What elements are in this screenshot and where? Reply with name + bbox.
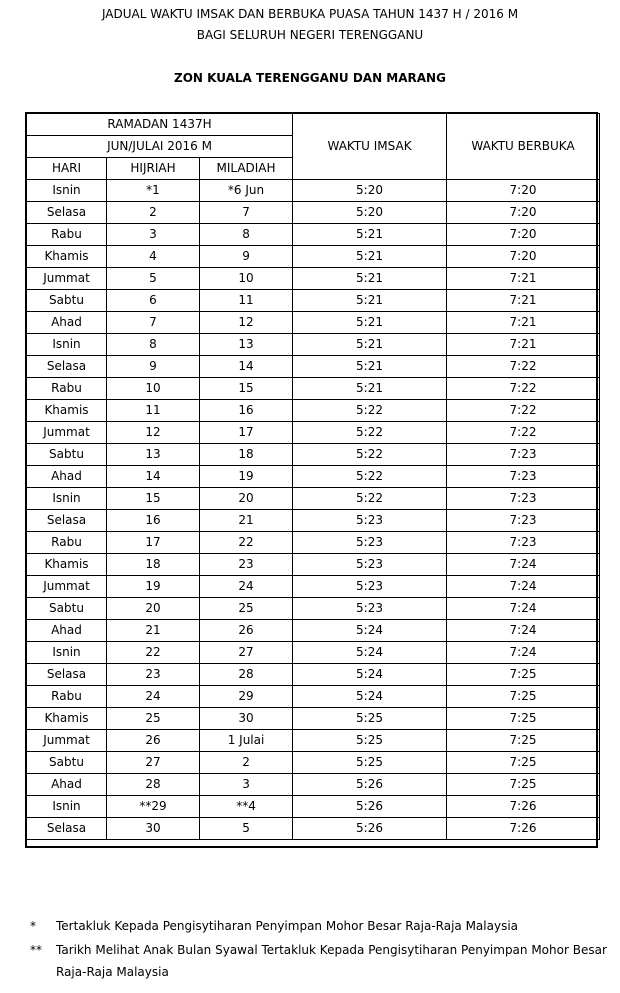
- hijriah-cell: 20: [107, 598, 200, 620]
- hijriah-cell: 10: [107, 378, 200, 400]
- berbuka-header: WAKTU BERBUKA: [447, 114, 600, 180]
- table-row: [27, 268, 600, 290]
- imsak-cell: 5:24: [293, 620, 447, 642]
- berbuka-cell: 7:24: [447, 576, 600, 598]
- table-row: [27, 774, 600, 796]
- miladiah-cell: 8: [200, 224, 293, 246]
- berbuka-cell: 7:25: [447, 774, 600, 796]
- table-row: [27, 202, 600, 224]
- note-1-text: Tertakluk Kepada Pengisytiharan Penyimpan Mohor Besar Raja-Raja Malaysia: [56, 919, 519, 933]
- imsak-cell: 5:23: [293, 510, 447, 532]
- table-row: [27, 664, 600, 686]
- ramadan-header: RAMADAN 1437H: [27, 114, 293, 136]
- hari-cell: Ahad: [27, 620, 107, 642]
- miladiah-cell: 14: [200, 356, 293, 378]
- imsak-cell: 5:22: [293, 422, 447, 444]
- berbuka-cell: 7:22: [447, 400, 600, 422]
- miladiah-cell: 5: [200, 818, 293, 840]
- miladiah-cell: 16: [200, 400, 293, 422]
- miladiah-cell: 9: [200, 246, 293, 268]
- note-1-mark: *: [30, 919, 36, 933]
- note-2-mark: **: [30, 943, 42, 957]
- hari-cell: Sabtu: [27, 444, 107, 466]
- table-row: [27, 356, 600, 378]
- table-row: [27, 334, 600, 356]
- hari-cell: Rabu: [27, 224, 107, 246]
- berbuka-cell: 7:23: [447, 532, 600, 554]
- miladiah-cell: 26: [200, 620, 293, 642]
- miladiah-cell: 12: [200, 312, 293, 334]
- hijriah-cell: *1: [107, 180, 200, 202]
- berbuka-cell: 7:25: [447, 686, 600, 708]
- table-row: [27, 796, 600, 818]
- table-row: [27, 598, 600, 620]
- hijriah-cell: 7: [107, 312, 200, 334]
- hari-cell: Rabu: [27, 378, 107, 400]
- hari-header: HARI: [27, 158, 107, 180]
- imsak-cell: 5:26: [293, 774, 447, 796]
- miladiah-cell: 1 Julai: [200, 730, 293, 752]
- miladiah-cell: 18: [200, 444, 293, 466]
- hijriah-cell: 27: [107, 752, 200, 774]
- hijriah-cell: 11: [107, 400, 200, 422]
- hijriah-cell: 15: [107, 488, 200, 510]
- berbuka-cell: 7:21: [447, 268, 600, 290]
- table-row: [27, 642, 600, 664]
- table-row: [27, 246, 600, 268]
- imsak-cell: 5:21: [293, 224, 447, 246]
- hijriah-cell: 22: [107, 642, 200, 664]
- berbuka-cell: 7:24: [447, 598, 600, 620]
- imsak-cell: 5:23: [293, 598, 447, 620]
- berbuka-cell: 7:21: [447, 312, 600, 334]
- berbuka-cell: 7:20: [447, 246, 600, 268]
- imsak-cell: 5:20: [293, 202, 447, 224]
- berbuka-cell: 7:25: [447, 752, 600, 774]
- hari-cell: Jummat: [27, 268, 107, 290]
- berbuka-cell: 7:21: [447, 334, 600, 356]
- hari-cell: Jummat: [27, 576, 107, 598]
- table-row: [27, 224, 600, 246]
- hari-cell: Isnin: [27, 334, 107, 356]
- hari-cell: Rabu: [27, 532, 107, 554]
- hari-cell: Selasa: [27, 664, 107, 686]
- miladiah-cell: *6 Jun: [200, 180, 293, 202]
- hijriah-cell: 28: [107, 774, 200, 796]
- hijriah-cell: 25: [107, 708, 200, 730]
- miladiah-cell: 3: [200, 774, 293, 796]
- table-row: [27, 422, 600, 444]
- miladiah-cell: 22: [200, 532, 293, 554]
- berbuka-cell: 7:24: [447, 620, 600, 642]
- table-row: [27, 620, 600, 642]
- table-row: [27, 180, 600, 202]
- berbuka-cell: 7:24: [447, 642, 600, 664]
- table-row: [27, 818, 600, 840]
- title-line-2: BAGI SELURUH NEGERI TERENGGANU: [196, 28, 424, 42]
- miladiah-cell: 13: [200, 334, 293, 356]
- berbuka-cell: 7:26: [447, 818, 600, 840]
- hijriah-cell: 4: [107, 246, 200, 268]
- miladiah-cell: 17: [200, 422, 293, 444]
- imsak-cell: 5:22: [293, 444, 447, 466]
- hijriah-cell: 24: [107, 686, 200, 708]
- table-row: [27, 730, 600, 752]
- table-row: [27, 510, 600, 532]
- imsak-cell: 5:20: [293, 180, 447, 202]
- hijriah-cell: 13: [107, 444, 200, 466]
- hijriah-cell: 19: [107, 576, 200, 598]
- hari-cell: Selasa: [27, 356, 107, 378]
- berbuka-cell: 7:24: [447, 554, 600, 576]
- hijriah-cell: 12: [107, 422, 200, 444]
- hari-cell: Sabtu: [27, 290, 107, 312]
- hijriah-cell: 17: [107, 532, 200, 554]
- berbuka-cell: 7:22: [447, 422, 600, 444]
- miladiah-cell: 28: [200, 664, 293, 686]
- imsak-header: WAKTU IMSAK: [293, 114, 447, 180]
- hijriah-cell: **29: [107, 796, 200, 818]
- miladiah-cell: 27: [200, 642, 293, 664]
- miladiah-cell: 11: [200, 290, 293, 312]
- hijriah-cell: 3: [107, 224, 200, 246]
- table-row: [27, 378, 600, 400]
- imsak-cell: 5:21: [293, 268, 447, 290]
- hari-cell: Isnin: [27, 180, 107, 202]
- table-row: [27, 532, 600, 554]
- berbuka-cell: 7:22: [447, 356, 600, 378]
- miladiah-cell: 19: [200, 466, 293, 488]
- note-2-text-cont: Raja-Raja Malaysia: [56, 965, 169, 979]
- hari-cell: Selasa: [27, 818, 107, 840]
- hijriah-cell: 18: [107, 554, 200, 576]
- hari-cell: Khamis: [27, 246, 107, 268]
- zone-heading: ZON KUALA TERENGGANU DAN MARANG: [174, 71, 446, 85]
- imsak-cell: 5:21: [293, 334, 447, 356]
- hari-cell: Ahad: [27, 466, 107, 488]
- berbuka-cell: 7:23: [447, 466, 600, 488]
- berbuka-cell: 7:22: [447, 378, 600, 400]
- hari-cell: Selasa: [27, 202, 107, 224]
- imsak-cell: 5:26: [293, 818, 447, 840]
- miladiah-cell: 25: [200, 598, 293, 620]
- title-line-1: JADUAL WAKTU IMSAK DAN BERBUKA PUASA TAHUN 1437 H / 2016 M: [101, 7, 519, 21]
- hari-cell: Sabtu: [27, 752, 107, 774]
- hari-cell: Jummat: [27, 730, 107, 752]
- berbuka-cell: 7:20: [447, 202, 600, 224]
- miladiah-cell: 7: [200, 202, 293, 224]
- imsak-cell: 5:23: [293, 576, 447, 598]
- imsak-cell: 5:24: [293, 664, 447, 686]
- berbuka-cell: 7:21: [447, 290, 600, 312]
- hari-cell: Ahad: [27, 774, 107, 796]
- hari-cell: Rabu: [27, 686, 107, 708]
- imsak-cell: 5:21: [293, 290, 447, 312]
- hijriah-cell: 30: [107, 818, 200, 840]
- imsak-cell: 5:25: [293, 752, 447, 774]
- hari-cell: Isnin: [27, 796, 107, 818]
- imsak-cell: 5:25: [293, 730, 447, 752]
- berbuka-cell: 7:25: [447, 730, 600, 752]
- hari-cell: Sabtu: [27, 598, 107, 620]
- miladiah-cell: **4: [200, 796, 293, 818]
- imsak-cell: 5:24: [293, 642, 447, 664]
- berbuka-cell: 7:26: [447, 796, 600, 818]
- hari-cell: Isnin: [27, 488, 107, 510]
- imsak-cell: 5:21: [293, 312, 447, 334]
- hijriah-cell: 14: [107, 466, 200, 488]
- table-row: [27, 686, 600, 708]
- miladiah-cell: 24: [200, 576, 293, 598]
- miladiah-cell: 2: [200, 752, 293, 774]
- imsak-cell: 5:21: [293, 246, 447, 268]
- hijriah-cell: 16: [107, 510, 200, 532]
- imsak-cell: 5:21: [293, 378, 447, 400]
- month-header: JUN/JULAI 2016 M: [27, 136, 293, 158]
- schedule-table: [26, 113, 600, 840]
- berbuka-cell: 7:23: [447, 488, 600, 510]
- imsak-cell: 5:23: [293, 554, 447, 576]
- hari-cell: Jummat: [27, 422, 107, 444]
- miladiah-cell: 10: [200, 268, 293, 290]
- hari-cell: Khamis: [27, 400, 107, 422]
- hari-cell: Selasa: [27, 510, 107, 532]
- imsak-cell: 5:24: [293, 686, 447, 708]
- hijriah-cell: 21: [107, 620, 200, 642]
- imsak-cell: 5:21: [293, 356, 447, 378]
- hijriah-cell: 6: [107, 290, 200, 312]
- imsak-cell: 5:25: [293, 708, 447, 730]
- miladiah-cell: 20: [200, 488, 293, 510]
- hijriah-cell: 5: [107, 268, 200, 290]
- miladiah-cell: 21: [200, 510, 293, 532]
- imsak-cell: 5:23: [293, 532, 447, 554]
- miladiah-cell: 30: [200, 708, 293, 730]
- table-row: [27, 554, 600, 576]
- table-row: [27, 312, 600, 334]
- table-row: [27, 752, 600, 774]
- imsak-cell: 5:26: [293, 796, 447, 818]
- table-row: [27, 400, 600, 422]
- table-row: [27, 466, 600, 488]
- berbuka-cell: 7:25: [447, 708, 600, 730]
- berbuka-cell: 7:25: [447, 664, 600, 686]
- hari-cell: Khamis: [27, 554, 107, 576]
- berbuka-cell: 7:20: [447, 224, 600, 246]
- hijriah-cell: 2: [107, 202, 200, 224]
- note-2-text: Tarikh Melihat Anak Bulan Syawal Tertakluk Kepada Pengisytiharan Penyimpan Mohor Besar: [56, 943, 607, 957]
- imsak-cell: 5:22: [293, 466, 447, 488]
- imsak-cell: 5:22: [293, 488, 447, 510]
- miladiah-header: MILADIAH: [200, 158, 293, 180]
- hijriah-cell: 26: [107, 730, 200, 752]
- hijriah-cell: 9: [107, 356, 200, 378]
- miladiah-cell: 23: [200, 554, 293, 576]
- table-row: [27, 488, 600, 510]
- berbuka-cell: 7:23: [447, 510, 600, 532]
- hari-cell: Ahad: [27, 312, 107, 334]
- hari-cell: Isnin: [27, 642, 107, 664]
- hijriah-cell: 23: [107, 664, 200, 686]
- hari-cell: Khamis: [27, 708, 107, 730]
- miladiah-cell: 15: [200, 378, 293, 400]
- miladiah-cell: 29: [200, 686, 293, 708]
- berbuka-cell: 7:23: [447, 444, 600, 466]
- table-row: [27, 708, 600, 730]
- imsak-cell: 5:22: [293, 400, 447, 422]
- hijriah-header: HIJRIAH: [107, 158, 200, 180]
- table-row: [27, 290, 600, 312]
- hijriah-cell: 8: [107, 334, 200, 356]
- berbuka-cell: 7:20: [447, 180, 600, 202]
- table-row: [27, 444, 600, 466]
- table-row: [27, 576, 600, 598]
